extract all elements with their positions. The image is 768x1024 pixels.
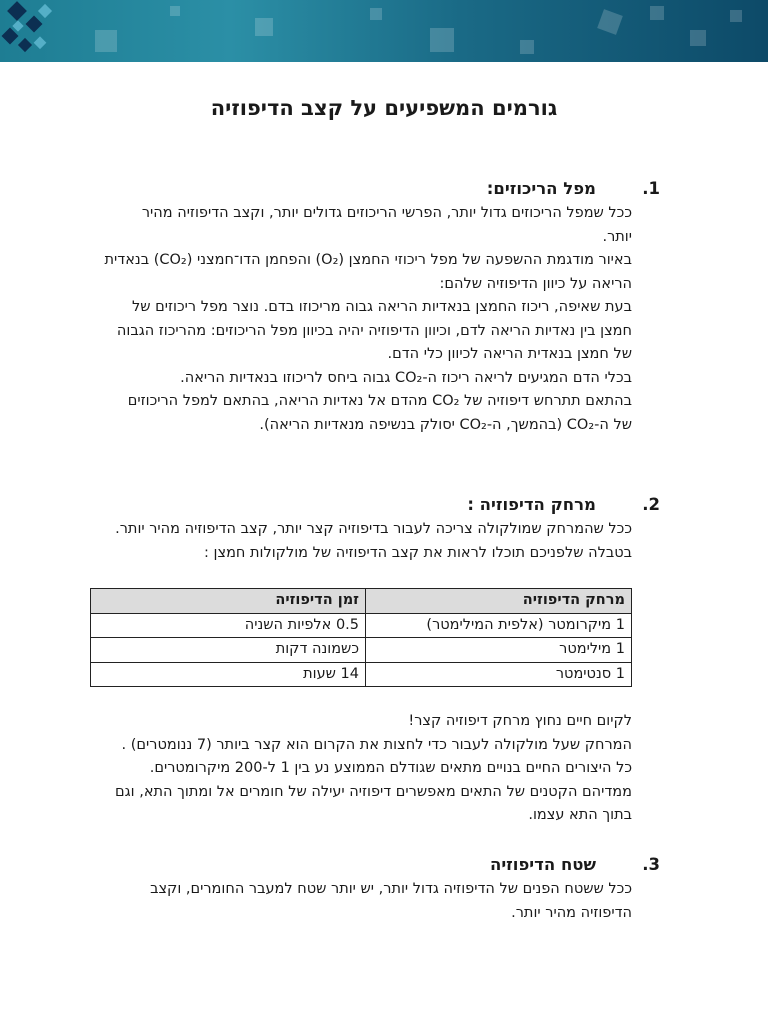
section-number: 1. [642, 179, 660, 198]
section-title: שטח הדיפוזיה [489, 855, 596, 874]
paragraph-line: של חמצן בנאדית הריאה לכיוון כלי הדם. [387, 346, 632, 362]
paragraph-line: של ה-CO₂ (בהמשך, ה-CO₂ יסולק בנשיפה מנאדיות הריאה). [259, 416, 632, 433]
column-header-distance: מרחק הדיפוזיה [366, 589, 632, 614]
paragraph-line: בעת שאיפה, ריכוז החמצן בנאדיות הריאה גבוה מריכוזו בדם. נוצר מפל ריכוזים של [132, 299, 632, 315]
paragraph-line: ככל שהמרחק שמולקולה צריכה לעבור בדיפוזיה קצר יותר, קצב הדיפוזיה מהיר יותר. [115, 521, 632, 537]
table-cell: 1 מילימטר [366, 638, 632, 663]
section-number: 3. [642, 855, 660, 874]
section-title: מרחק הדיפוזיה : [467, 495, 596, 514]
distance-notes [92, 710, 632, 828]
decorative-squares-pattern [0, 0, 768, 62]
section-diffusion-area [92, 852, 660, 925]
paragraph-line: בכלי הדם המגיעים לריאה ריכוז ה-CO₂ גבוה ביחס לריכוזו בנאדיות הריאה. [180, 369, 632, 386]
paragraph-line: ככל ששטח הפנים של הדיפוזיה גדול יותר, יש יותר שטח למעבר החומרים, וקצב [150, 881, 632, 897]
paragraph-line: בהתאם תתרחש דיפוזיה של CO₂ מהדם אל נאדיות הריאה, בהתאם למפל הריכוזים [127, 393, 632, 409]
diffusion-time-table [90, 588, 632, 687]
header-banner [0, 0, 768, 62]
paragraph-line: יותר. [602, 228, 632, 245]
page-title: גורמים המשפיעים על קצב הדיפוזיה [210, 96, 558, 120]
table-cell: כשמונה דקות [91, 638, 366, 663]
section-number: 2. [642, 495, 660, 514]
paragraph-line: הריאה על כיוון הדיפוזיה שלהם: [439, 275, 632, 292]
paragraph-line: באיור מודגמת ההשפעה של מפל ריכוזי החמצן (O₂) והפחמן הדו־חמצני (CO₂) בנאדית [104, 252, 632, 268]
table-row [91, 638, 632, 663]
section-title: מפל הריכוזים: [486, 179, 596, 198]
section-heading [92, 852, 660, 878]
paragraph-line: כל היצורים החיים בנויים מתאים שגודלם הממוצע נע בין 1 ל-200 מיקרומטרים. [149, 760, 632, 776]
paragraph-line: לקיום חיים נחוץ מרחק דיפוזיה קצר! [408, 713, 632, 729]
section-diffusion-distance [92, 492, 660, 565]
paragraph-line: ככל שמפל הריכוזים גדול יותר, הפרשי הריכוזים גדולים יותר, וקצב הדיפוזיה מהיר [141, 205, 632, 221]
section-heading [92, 176, 660, 202]
table-cell: 1 מיקרומטר (אלפית המילימטר) [366, 613, 632, 638]
table-row [91, 662, 632, 687]
paragraph-line: חמצן בין נאדיות הריאה לדם, וכיוון הדיפוזיה יהיה בכיוון מפל הריכוזים: מהריכוז הגבוה [116, 322, 632, 339]
paragraph-line: ממדיהם הקטנים של התאים מאפשרים דיפוזיה יעילה של חומרים אל ומתוך התא, וגם [115, 783, 632, 800]
table-row [91, 613, 632, 638]
section-concentration-gradient [92, 176, 660, 437]
paragraph-line: בתוך התא עצמו. [528, 807, 632, 823]
paragraph-line: המרחק שעל מולקולה לעבור כדי לחצות את הקרום הוא קצר ביותר (7 ננומטרים) . [121, 736, 632, 753]
table-header-row [91, 589, 632, 614]
column-header-time: זמן הדיפוזיה [91, 589, 366, 614]
paragraph-line: בטבלה שלפניכם תוכלו לראות את קצב הדיפוזיה של מולקולות חמצן : [204, 544, 632, 561]
table-cell: 1 סנטימטר [366, 662, 632, 687]
table-cell: 0.5 אלפיות השניה [91, 613, 366, 638]
section-heading [92, 492, 660, 518]
table-cell: 14 שעות [91, 662, 366, 687]
paragraph-line: הדיפוזיה מהיר יותר. [511, 904, 632, 921]
